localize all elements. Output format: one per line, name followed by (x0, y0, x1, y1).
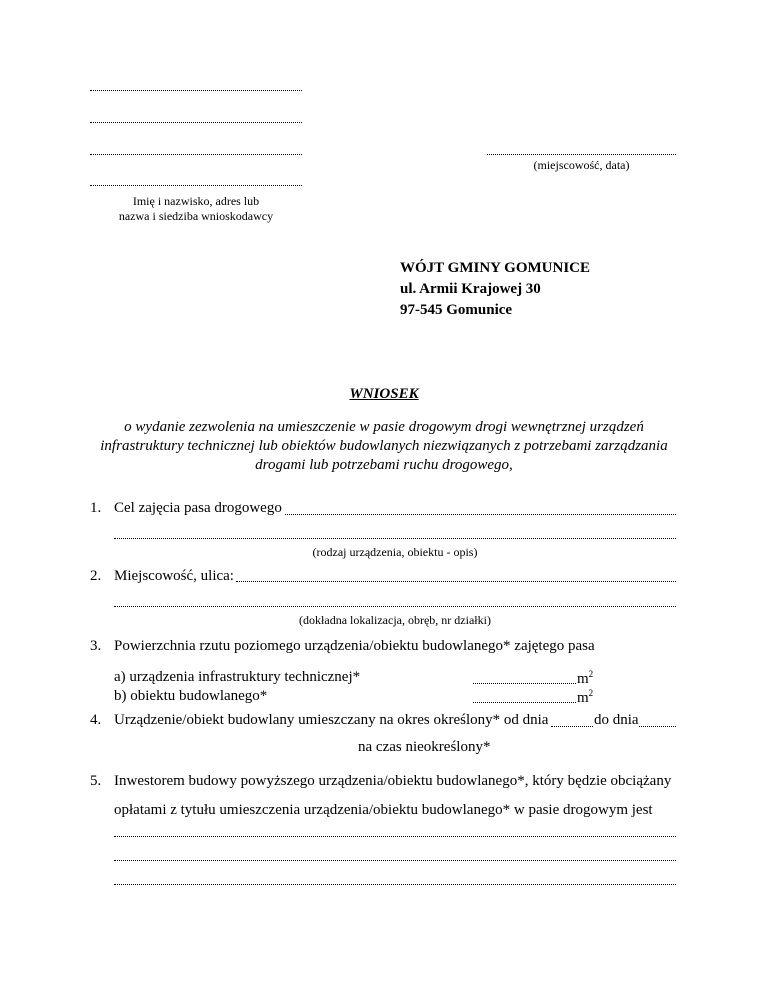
applicant-line-4[interactable] (90, 185, 302, 186)
item-4-to-field[interactable] (639, 726, 676, 727)
date-place-line[interactable] (487, 154, 676, 155)
item-5-field-b[interactable] (114, 860, 676, 861)
applicant-line-2[interactable] (90, 122, 302, 123)
document-subtitle: o wydanie zezwolenia na umieszczenie w pasie drogowym drogi wewnętrznej urządzeń infrastruktury technicznej lub obiektów budowlanych niezwiązanych z potrzebami zarządzania drogami lub potrzebami ruchu drogowego, (100, 419, 668, 473)
item-5-field-c[interactable] (114, 884, 676, 885)
item-3-number: 3. (90, 638, 102, 654)
item-5-line1: Inwestorem budowy powyższego urządzenia/obiektu budowlanego*, który będzie obciążany (114, 773, 672, 789)
date-place-label: (miejscowość, data) (533, 158, 630, 172)
item-1-field-b[interactable] (114, 538, 676, 539)
item-4-number: 4. (90, 712, 102, 728)
item-2-field-a[interactable] (236, 581, 676, 582)
item-3a-field[interactable] (473, 683, 576, 684)
item-2-hint: (dokładna lokalizacja, obręb, nr działki) (299, 613, 491, 627)
item-3a-label: a) urządzenia infrastruktury technicznej* (114, 669, 361, 685)
applicant-line-1[interactable] (90, 90, 302, 91)
item-4-label: Urządzenie/obiekt budowlany umieszczany na okres określony* od dnia (114, 712, 549, 728)
item-5-field-a[interactable] (114, 836, 676, 837)
item-5-line2: opłatami z tytułu umieszczenia urządzenia/obiektu budowlanego* w pasie drogowym jest (114, 802, 653, 818)
document-title: WNIOSEK (349, 386, 419, 402)
recipient-block (400, 258, 590, 321)
item-3b-label: b) obiektu budowlanego* (114, 688, 268, 704)
item-2-number: 2. (90, 568, 102, 584)
item-5-number: 5. (90, 773, 102, 789)
item-2-label: Miejscowość, ulica: (114, 568, 234, 584)
item-2-field-b[interactable] (114, 606, 676, 607)
item-1-number: 1. (90, 500, 102, 516)
item-4-to-label: do dnia (594, 712, 639, 728)
item-4-from-field[interactable] (551, 726, 593, 727)
applicant-line-3[interactable] (90, 154, 302, 155)
item-1-label: Cel zajęcia pasa drogowego (114, 500, 282, 516)
item-3b-field[interactable] (473, 702, 576, 703)
item-1-hint: (rodzaj urządzenia, obiektu - opis) (312, 545, 478, 559)
item-3a-unit: $m^2$ (577, 669, 594, 687)
recipient-street: ul. Armii Krajowej 30 (400, 281, 541, 297)
recipient-city: 97-545 Gomunice (400, 302, 513, 318)
recipient-name: WÓJT GMINY GOMUNICE (400, 260, 591, 276)
item-3-label: Powierzchnia rzutu poziomego urządzenia/obiektu budowlanego* zajętego pasa (114, 638, 595, 654)
item-1-field-a[interactable] (285, 514, 676, 515)
item-4-indefinite: na czas nieokreślony* (358, 739, 491, 755)
applicant-label: Imię i nazwisko, adres lub nazwa i siedziba wnioskodawcy (118, 194, 274, 223)
item-3b-unit: $m^2$ (577, 688, 594, 706)
